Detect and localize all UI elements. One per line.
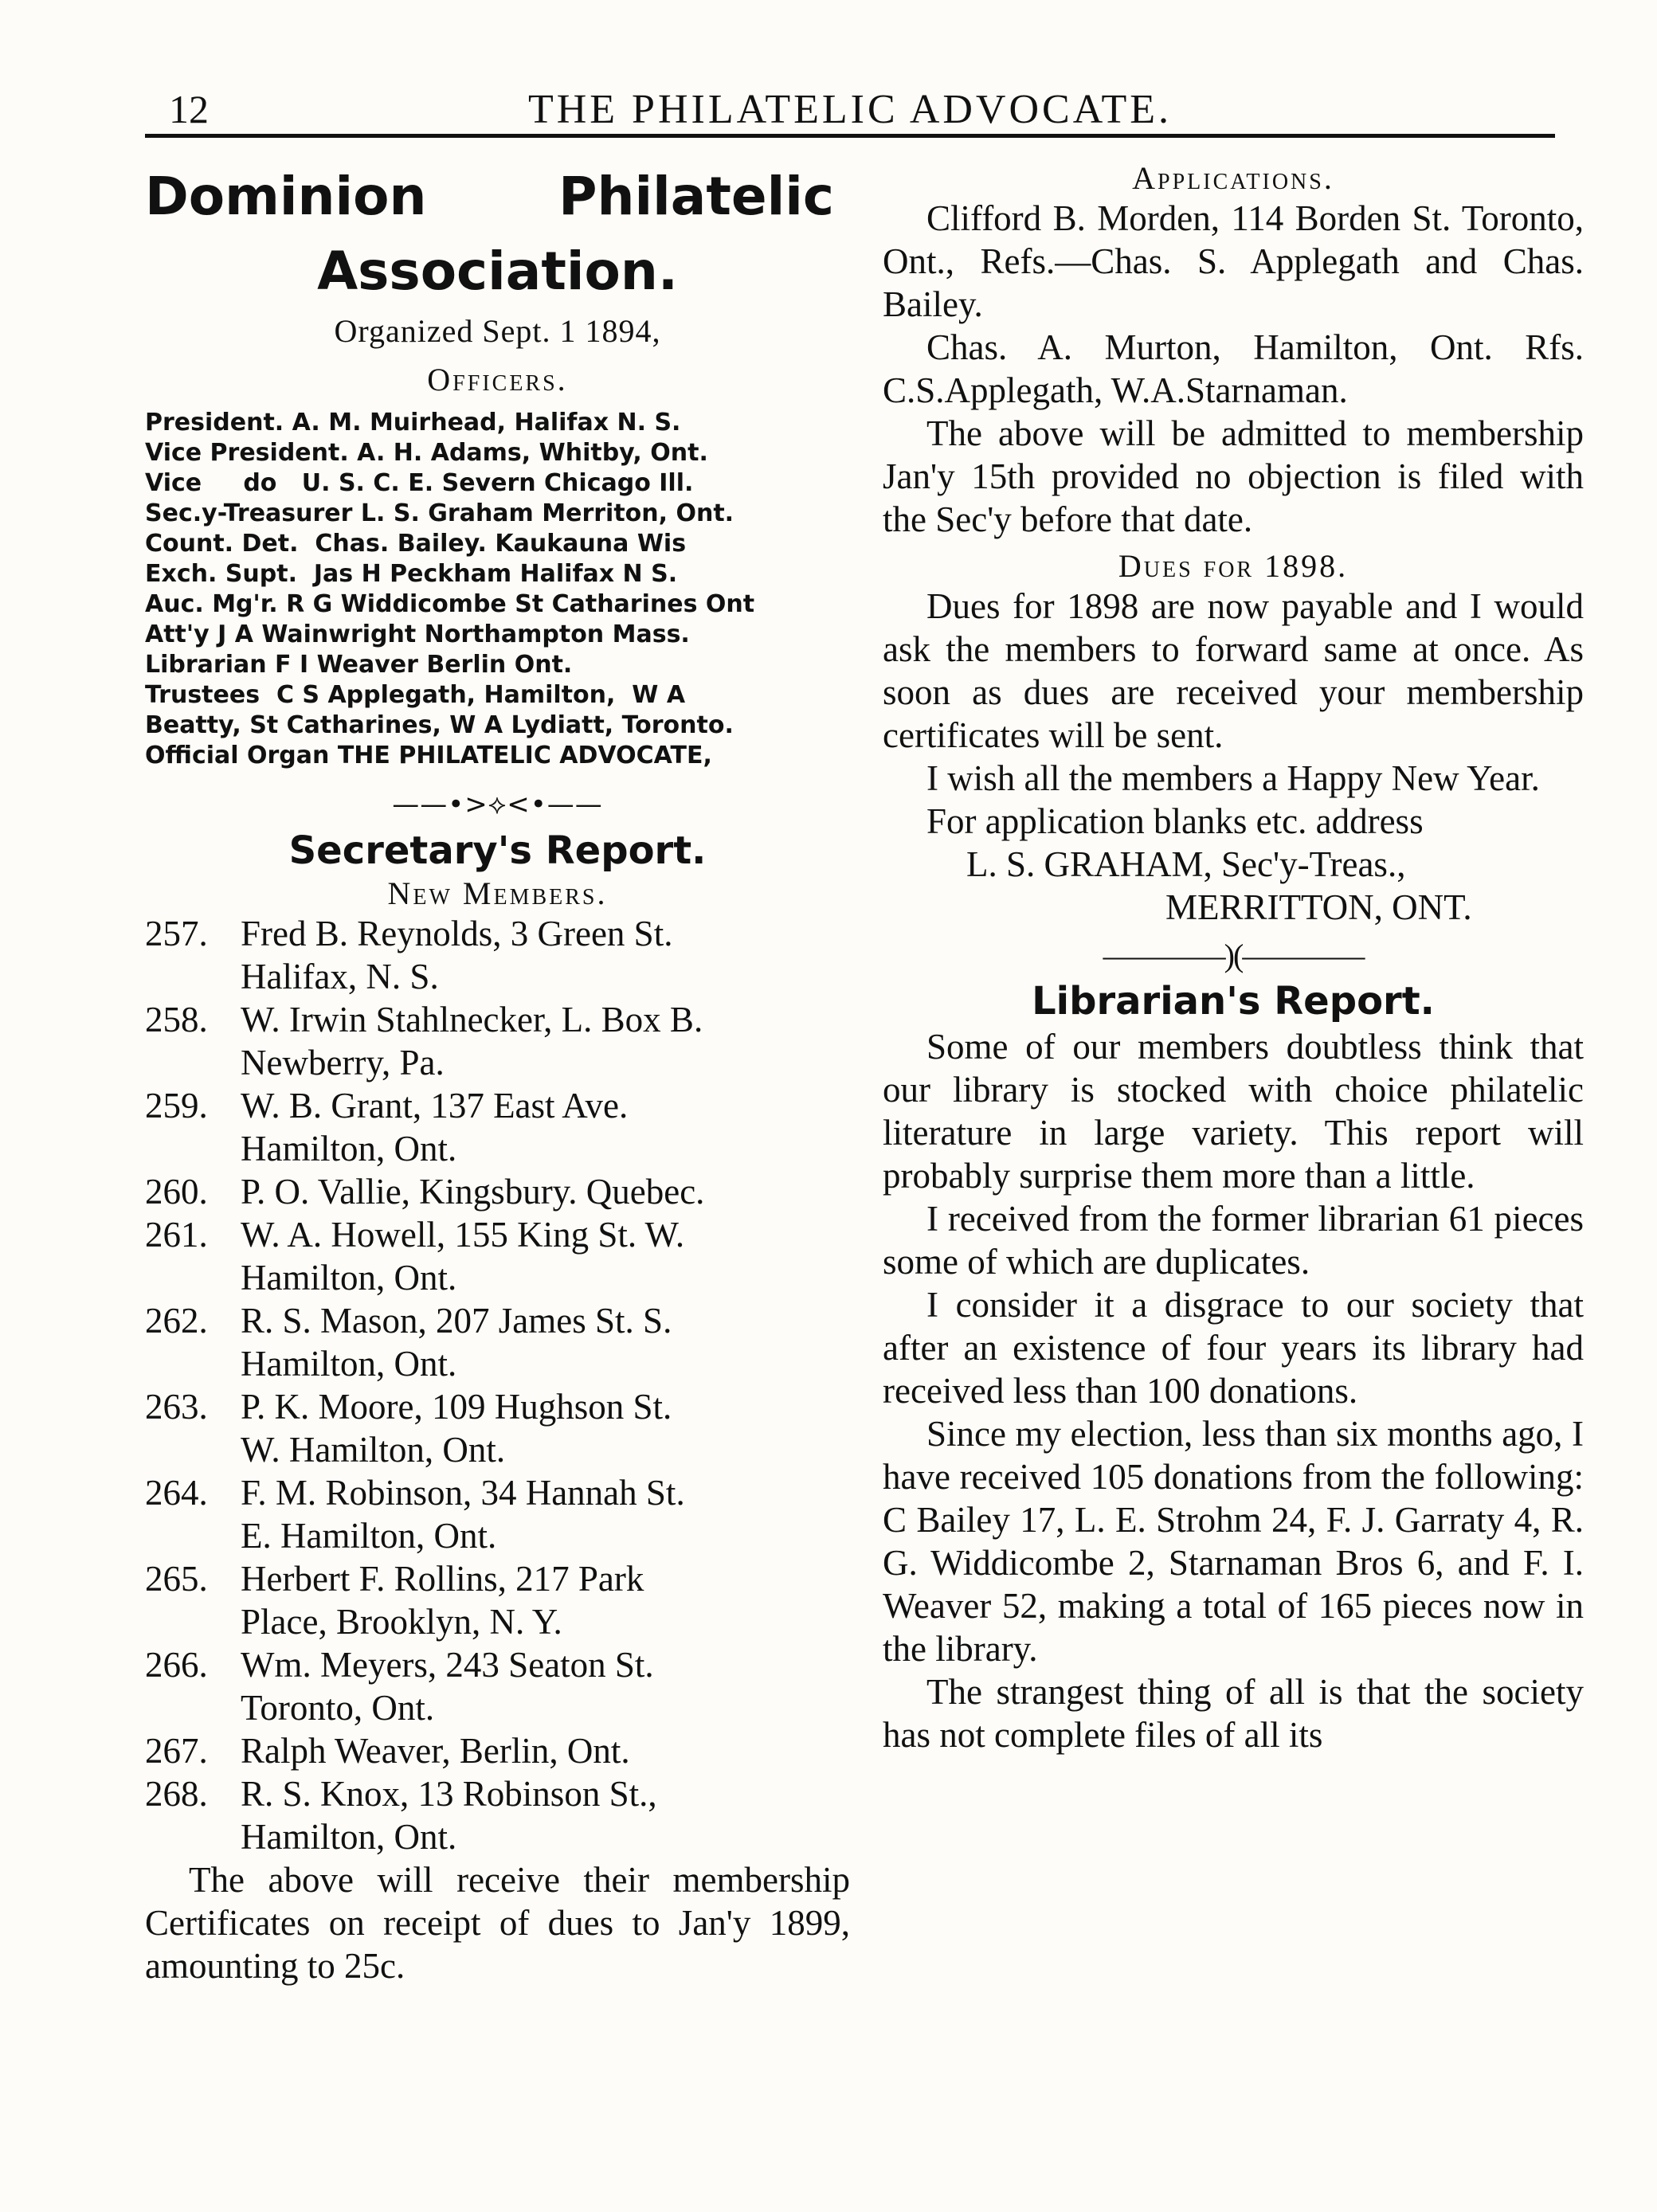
officer-line: Official Organ THE PHILATELIC ADVOCATE, xyxy=(145,742,712,769)
list-item: 264. F. M. Robinson, 34 Hannah St. E. Hamilton, Ont. xyxy=(145,1473,685,1556)
dues-paragraph: I wish all the members a Happy New Year. xyxy=(926,758,1540,798)
officer-line: Sec.y-Treasurer L. S. Graham Merriton, Ont. xyxy=(145,499,734,527)
section-divider: ————)(———— xyxy=(1103,938,1364,973)
dues-heading: Dues for 1898. xyxy=(1118,548,1349,584)
officer-line: Vice President. A. H. Adams, Whitby, Ont. xyxy=(145,439,708,467)
association-title-line2: Association. xyxy=(317,241,678,302)
left-column xyxy=(145,159,850,1987)
librarian-paragraph: I consider it a disgrace to our society that after an existence of four years its library had received less than 100 donations. xyxy=(883,1285,1584,1411)
list-item: 259. W. B. Grant, 137 East Ave. Hamilton, Ont. xyxy=(145,1086,629,1169)
association-title xyxy=(145,159,850,309)
librarian-paragraph: Some of our members doubtless think that our library is stocked with choice philatelic literature in large variety. This report will probably surprise them more than a little. xyxy=(883,1027,1584,1196)
librarian-paragraph: The strangest thing of all is that the society has not complete files of all its xyxy=(883,1672,1584,1755)
librarian-report-title: Librarian's Report. xyxy=(1032,979,1435,1024)
list-item: 257. Fred B. Reynolds, 3 Green St. Halifax, N. S. xyxy=(145,914,673,996)
list-item: 268. R. S. Knox, 13 Robinson St., Hamilton, Ont. xyxy=(145,1774,657,1857)
right-column xyxy=(883,159,1584,1756)
officer-line: Trustees C S Applegath, Hamilton, W A xyxy=(145,681,686,709)
page-number: 12 xyxy=(169,87,209,131)
officers-heading: Officers. xyxy=(427,362,568,397)
association-title-word2: Philatelic xyxy=(558,166,834,227)
application-paragraph: Clifford B. Morden, 114 Borden St. Toronto, Ont., Refs.—Chas. S. Applegath and Chas. Bailey. xyxy=(883,198,1584,324)
officer-line: Exch. Supt. Jas H Peckham Halifax N S. xyxy=(145,560,678,588)
list-item: 258. W. Irwin Stahlnecker, L. Box B. Newberry, Pa. xyxy=(145,1000,703,1083)
list-item: 260. P. O. Vallie, Kingsbury. Quebec. xyxy=(145,1172,705,1212)
association-title-word1: Dominion xyxy=(145,166,427,227)
list-item: 262. R. S. Mason, 207 James St. S. Hamilton, Ont. xyxy=(145,1301,672,1384)
ornament-divider: ——•>⟡<•—— xyxy=(392,789,603,820)
officer-line: Att'y J A Wainwright Northampton Mass. xyxy=(145,621,690,648)
officer-line: Beatty, St Catharines, W A Lydiatt, Toronto. xyxy=(145,711,734,739)
officer-line: Count. Det. Chas. Bailey. Kaukauna Wis xyxy=(145,530,687,558)
officers-list xyxy=(145,408,850,771)
officer-line: Auc. Mg'r. R G Widdicombe St Catharines Ont xyxy=(145,590,755,618)
application-paragraph: The above will be admitted to membership Jan'y 15th provided no objection is filed with the Sec'y before that date. xyxy=(883,413,1584,539)
secretary-closing-paragraph: The above will receive their membership Certificates on receipt of dues to Jan'y 1899, amounting to 25c. xyxy=(145,1860,850,1986)
running-title: THE PHILATELIC ADVOCATE. xyxy=(527,87,1173,132)
list-item: 266. Wm. Meyers, 243 Seaton St. Toronto, Ont. xyxy=(145,1645,654,1728)
header-rule xyxy=(145,134,1555,138)
secretary-report-title: Secretary's Report. xyxy=(288,828,707,873)
dues-paragraph: Dues for 1898 are now payable and I would ask the members to forward same at once. As soon as dues are received your membership certificates will be sent. xyxy=(883,586,1584,755)
signature-address: MERRITTON, ONT. xyxy=(1165,887,1472,927)
officer-line: Vice do U. S. C. E. Severn Chicago Ill. xyxy=(145,469,694,497)
new-members-heading: New Members. xyxy=(387,875,608,911)
organized-date: Organized Sept. 1 1894, xyxy=(334,313,661,349)
signature-name: L. S. GRAHAM, Sec'y-Treas., xyxy=(966,844,1406,884)
list-item: 267. Ralph Weaver, Berlin, Ont. xyxy=(145,1731,630,1771)
librarian-paragraph: I received from the former librarian 61 pieces some of which are duplicates. xyxy=(883,1199,1584,1282)
officer-line: President. A. M. Muirhead, Halifax N. S. xyxy=(145,409,681,437)
application-paragraph: Chas. A. Murton, Hamilton, Ont. Rfs. C.S.Applegath, W.A.Starnaman. xyxy=(883,327,1584,410)
librarian-paragraph: Since my election, less than six months ago, I have received 105 donations from the following: C Bailey 17, L. E. Strohm 24, F. J. Garraty 4, R. G. Widdicombe 2, Starnaman Bros 6, and F. I. Weaver 52, making a total of 165 pieces now in the library. xyxy=(883,1414,1584,1669)
page-header xyxy=(145,80,1555,135)
applications-heading: Applications. xyxy=(1132,160,1334,196)
officer-line: Librarian F I Weaver Berlin Ont. xyxy=(145,651,573,679)
members-list xyxy=(145,912,850,1858)
list-item: 263. P. K. Moore, 109 Hughson St. W. Hamilton, Ont. xyxy=(145,1387,672,1470)
list-item: 261. W. A. Howell, 155 King St. W. Hamilton, Ont. xyxy=(145,1215,685,1298)
list-item: 265. Herbert F. Rollins, 217 Park Place, Brooklyn, N. Y. xyxy=(145,1559,644,1642)
dues-paragraph: For application blanks etc. address xyxy=(926,801,1424,841)
